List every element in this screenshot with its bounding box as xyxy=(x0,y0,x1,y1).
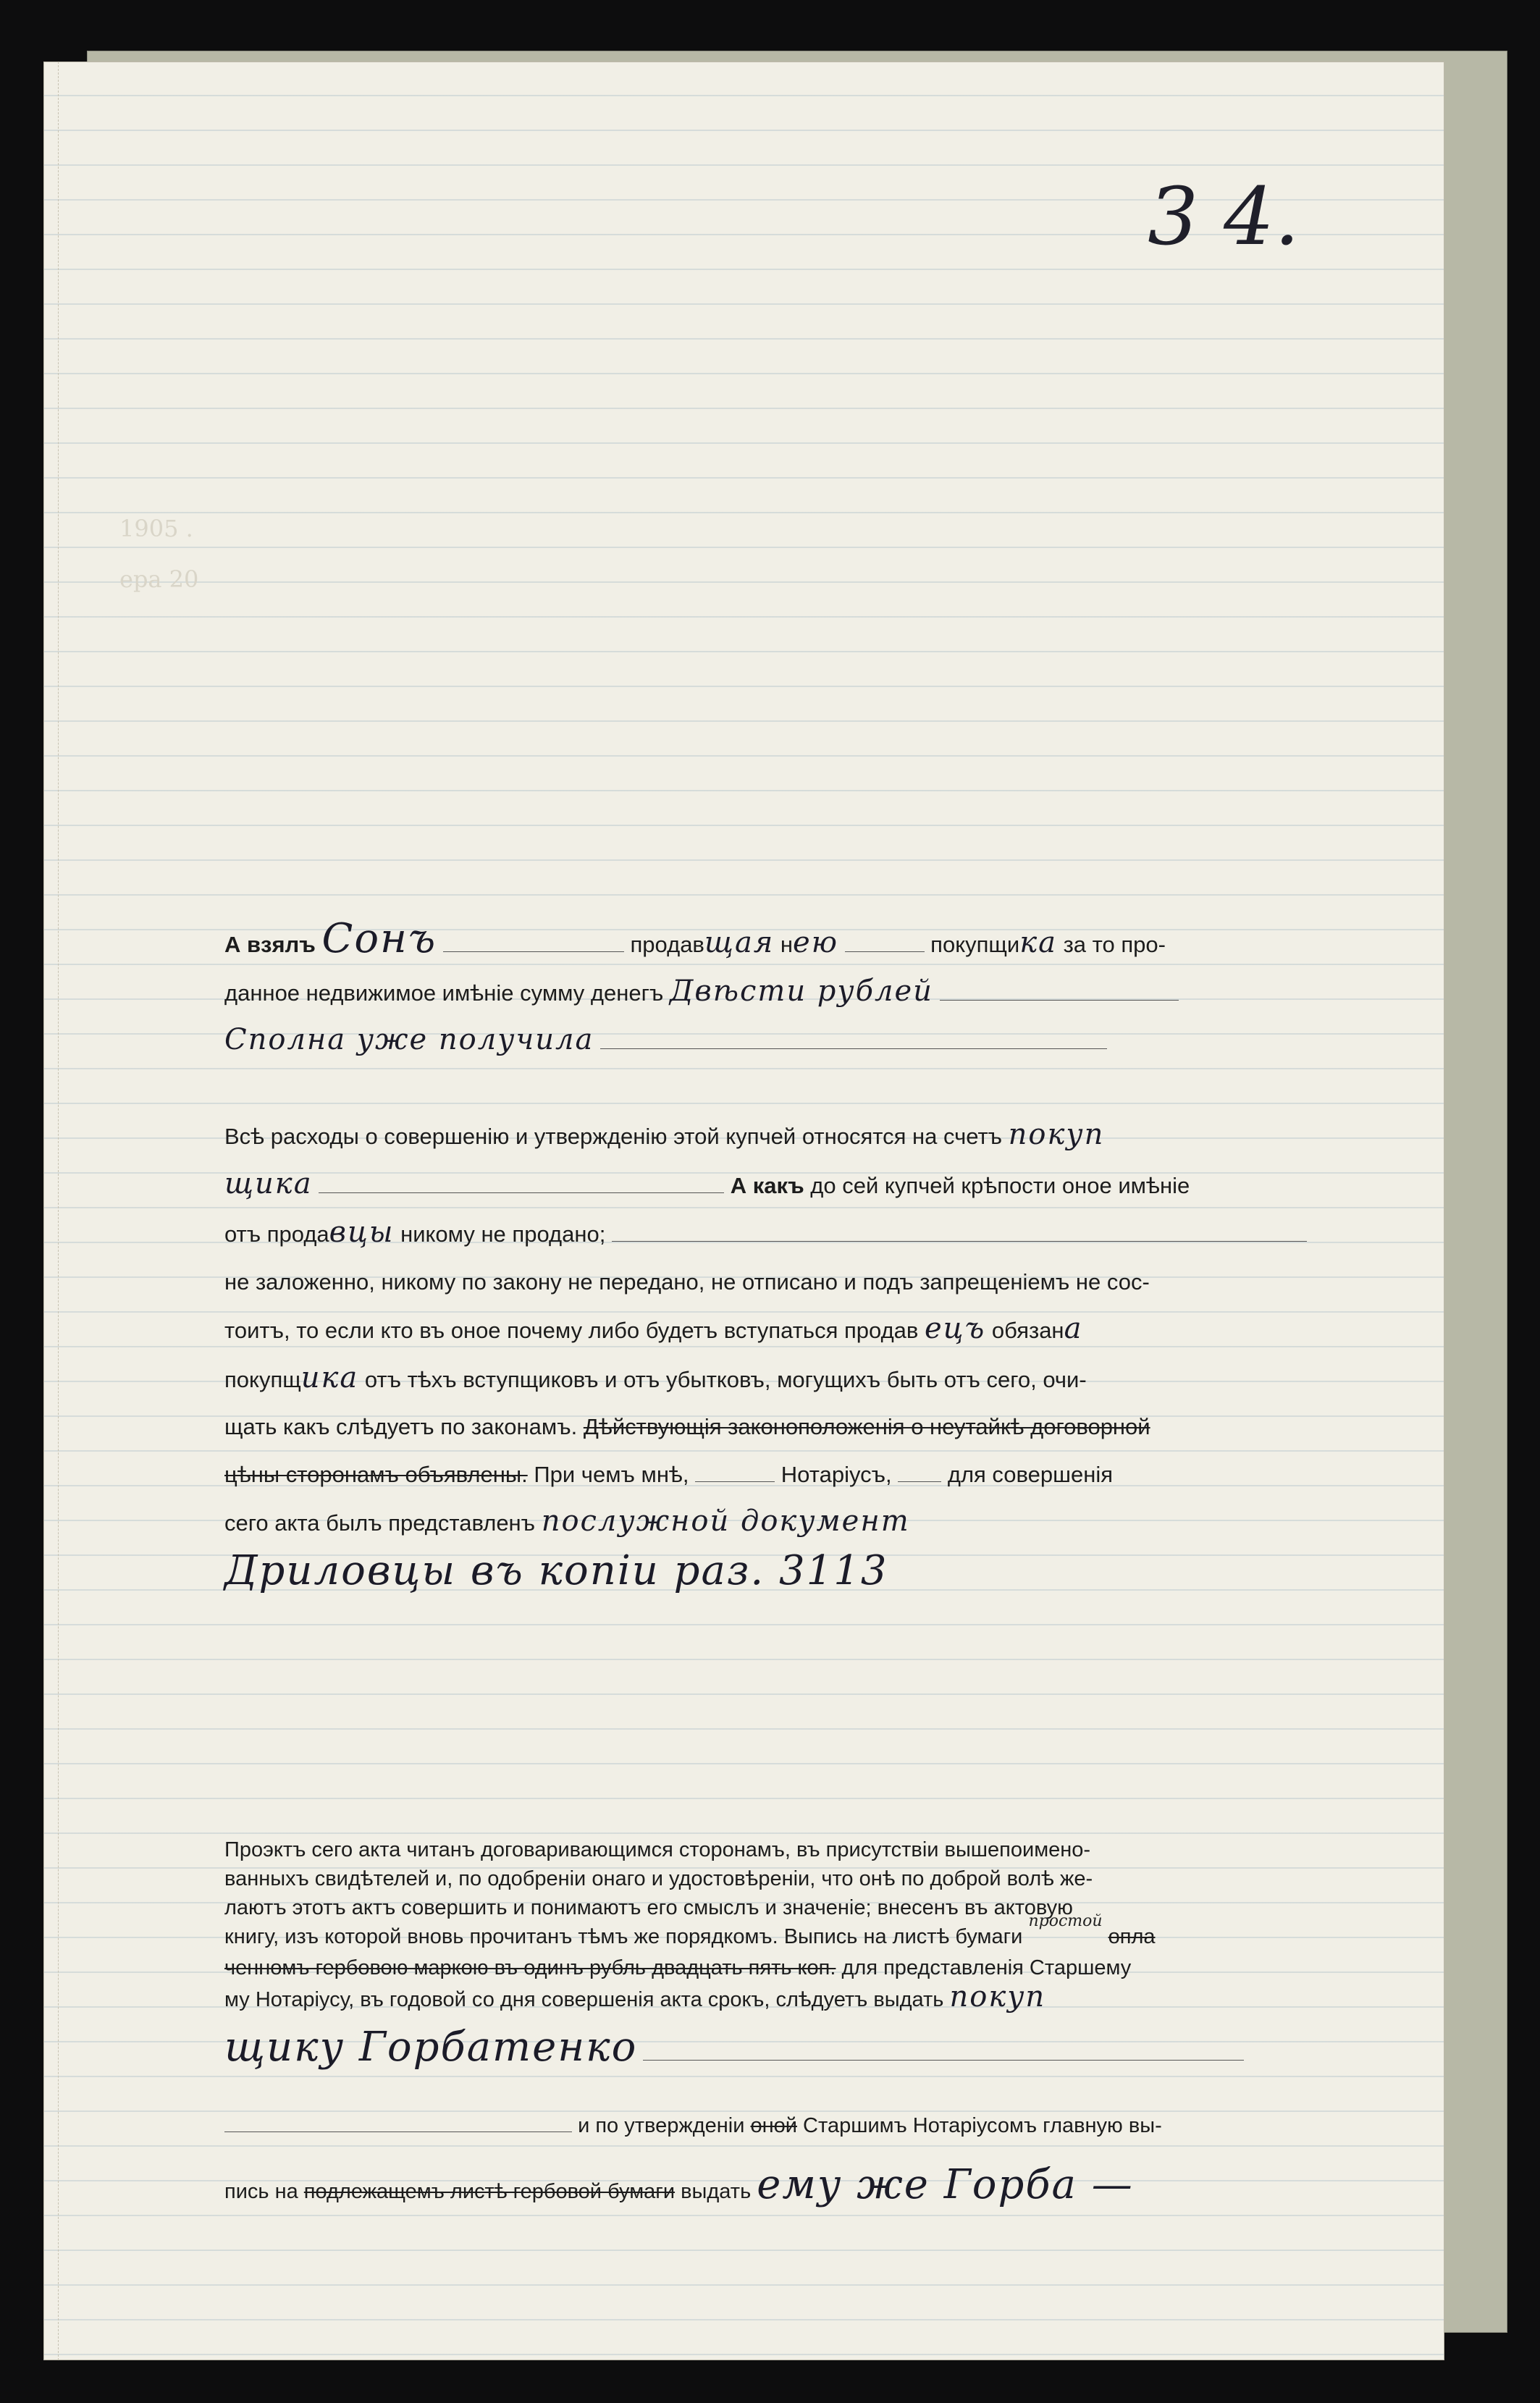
text-line xyxy=(224,1305,1354,1355)
text-line xyxy=(224,1835,1354,1864)
payment-paragraph xyxy=(224,916,1354,1065)
printed-text: Нотарiусъ, xyxy=(780,1461,892,1487)
fill-line xyxy=(443,930,624,952)
printed-text: и по утвержденiи xyxy=(578,2114,745,2137)
text-line xyxy=(224,1864,1354,1893)
text-line xyxy=(224,1953,1354,1982)
printed-text: А взялъ xyxy=(224,932,316,957)
handwritten-name: Сонъ xyxy=(321,915,437,962)
handwritten-ending: а xyxy=(1064,1312,1083,1345)
handwritten-ending: ка xyxy=(1019,926,1057,959)
project-paragraph xyxy=(224,1835,1354,2069)
printed-text: покупщи xyxy=(930,932,1020,957)
handwritten-ending: щая xyxy=(704,926,775,959)
struck-text: оной xyxy=(750,2114,797,2137)
handwritten-document: Дриловцы въ копiи раз. 3113 xyxy=(224,1546,888,1594)
handwritten-name: щику Горбатенко xyxy=(224,2024,638,2071)
fill-line xyxy=(898,1460,941,1482)
bleed-line: 1905 . xyxy=(119,515,193,542)
handwritten-note: Сполна уже получила xyxy=(224,1023,594,1056)
printed-text: н xyxy=(780,932,794,957)
handwritten-name: ему же Горба — xyxy=(757,2161,1134,2208)
handwritten-word: ею xyxy=(793,926,838,959)
text-line xyxy=(224,1258,1354,1306)
handwritten-sum: Двѣсти рублей xyxy=(669,975,933,1008)
printed-text: пись на xyxy=(224,2180,298,2203)
handwritten-insert: простой xyxy=(1028,1912,1103,1930)
fill-line xyxy=(224,2110,572,2132)
printed-text: А какъ xyxy=(730,1172,804,1198)
printed-text: При чемъ мнѣ, xyxy=(534,1461,689,1487)
printed-text: не заложенно, никому по закону не передано, не отписано и подъ запрещенiемъ не сос- xyxy=(224,1268,1150,1295)
text-line xyxy=(224,916,1354,968)
printed-text: покупщ xyxy=(224,1366,301,1392)
fill-line xyxy=(695,1460,775,1482)
printed-text: никому не продано; xyxy=(400,1221,606,1247)
handwritten-word: покуп xyxy=(949,1980,1046,2013)
text-line xyxy=(224,2155,1354,2221)
fill-line xyxy=(600,1027,1107,1049)
printed-text: му Нотарiусу, въ годовой со дня совершенiя акта срокъ, слѣдуетъ выдать xyxy=(224,1988,944,2011)
printed-text: лаютъ этотъ актъ совершить и понимаютъ его смыслъ и значенiе; внесенъ въ актовую xyxy=(224,1896,1073,1919)
printed-text: щать какъ слѣдуетъ по законамъ. xyxy=(224,1414,578,1439)
page-number: 3 4. xyxy=(1148,170,1300,263)
text-line xyxy=(224,1498,1354,1547)
struck-text: ченномъ гербовою маркою въ одинъ рубль двадцать пять коп. xyxy=(224,1956,836,1979)
expenses-paragraph xyxy=(224,1111,1354,1600)
text-line xyxy=(224,1355,1354,1404)
printed-text: отъ прода xyxy=(224,1221,329,1247)
printed-text: данное недвижимое имѣнiе сумму денегъ xyxy=(224,980,664,1006)
handwritten-word: щика xyxy=(224,1166,313,1200)
text-line xyxy=(224,968,1354,1017)
struck-text: подлежащемъ листѣ гербовой бумаги xyxy=(303,2180,676,2203)
handwritten-ending: вцы xyxy=(329,1216,395,1249)
printed-text: отъ тѣхъ вступщиковъ и отъ убытковъ, могущихъ быть отъ сего, очи- xyxy=(364,1366,1087,1392)
text-line xyxy=(224,1893,1354,1922)
printed-text: Старшимъ Нотарiусомъ главную вы- xyxy=(803,2114,1162,2137)
handwritten-document: послужной документ xyxy=(541,1504,910,1538)
text-line xyxy=(224,2096,1354,2155)
struck-text: Дѣйствующiя законоположенiя о неутайкѣ договорной xyxy=(583,1414,1150,1439)
printed-text: сего акта былъ xyxy=(224,1510,382,1536)
printed-text: продав xyxy=(630,932,704,957)
struck-text: опла xyxy=(1108,1925,1156,1948)
final-paragraph xyxy=(224,2096,1354,2221)
binding-edge xyxy=(43,62,59,2360)
text-line xyxy=(224,1017,1354,1065)
printed-text: для совершенiя xyxy=(947,1461,1114,1487)
printed-text: тоитъ, то если кто въ оное почему либо будетъ вступаться продав xyxy=(224,1318,919,1343)
printed-text: ванныхъ свидѣтелей и, по одобренiи онаго и удостовѣренiи, что онѣ по доброй волѣ же- xyxy=(224,1867,1093,1890)
text-line xyxy=(224,1209,1354,1258)
printed-text: Проэктъ сего акта читанъ договаривающимся сторонамъ, въ присутствiи вышепоимено- xyxy=(224,1838,1091,1861)
text-line xyxy=(224,1403,1354,1451)
printed-text: Всѣ расходы о совершенiю и утвержденiю этой купчей относятся на счетъ xyxy=(224,1124,1003,1149)
printed-text: книгу, изъ которой вновь прочитанъ тѣмъ же порядкомъ. Выпись на листѣ бумаги xyxy=(224,1925,1023,1948)
handwritten-ending: ика xyxy=(300,1360,359,1394)
text-line xyxy=(224,1451,1354,1499)
text-line xyxy=(224,2024,1354,2071)
document-page xyxy=(43,62,1444,2360)
fill-line xyxy=(940,978,1179,1001)
fill-line xyxy=(643,2038,1244,2061)
printed-text: представленъ xyxy=(388,1510,536,1536)
printed-text: для представленiя Старшему xyxy=(836,1956,1132,1979)
text-line xyxy=(224,1161,1354,1210)
fill-line xyxy=(845,930,925,952)
handwritten-ending: ецъ xyxy=(925,1312,986,1345)
fill-line xyxy=(612,1219,1307,1242)
bleed-line: ера 20 xyxy=(119,565,199,593)
printed-text: обязан xyxy=(991,1318,1064,1343)
printed-text: за то про- xyxy=(1063,932,1166,957)
fill-line xyxy=(319,1171,724,1193)
handwritten-word: покуп xyxy=(1008,1118,1105,1151)
struck-text: цѣны сторонамъ объявлены. xyxy=(224,1461,528,1487)
text-line xyxy=(224,1912,1354,1953)
printed-text: выдать xyxy=(681,2180,752,2203)
bleed-through-text xyxy=(119,503,198,605)
text-line xyxy=(224,1982,1354,2014)
text-line xyxy=(224,1547,1354,1601)
printed-text: до сей купчей крѣпости оное имѣнiе xyxy=(810,1172,1190,1198)
text-line xyxy=(224,1111,1354,1161)
